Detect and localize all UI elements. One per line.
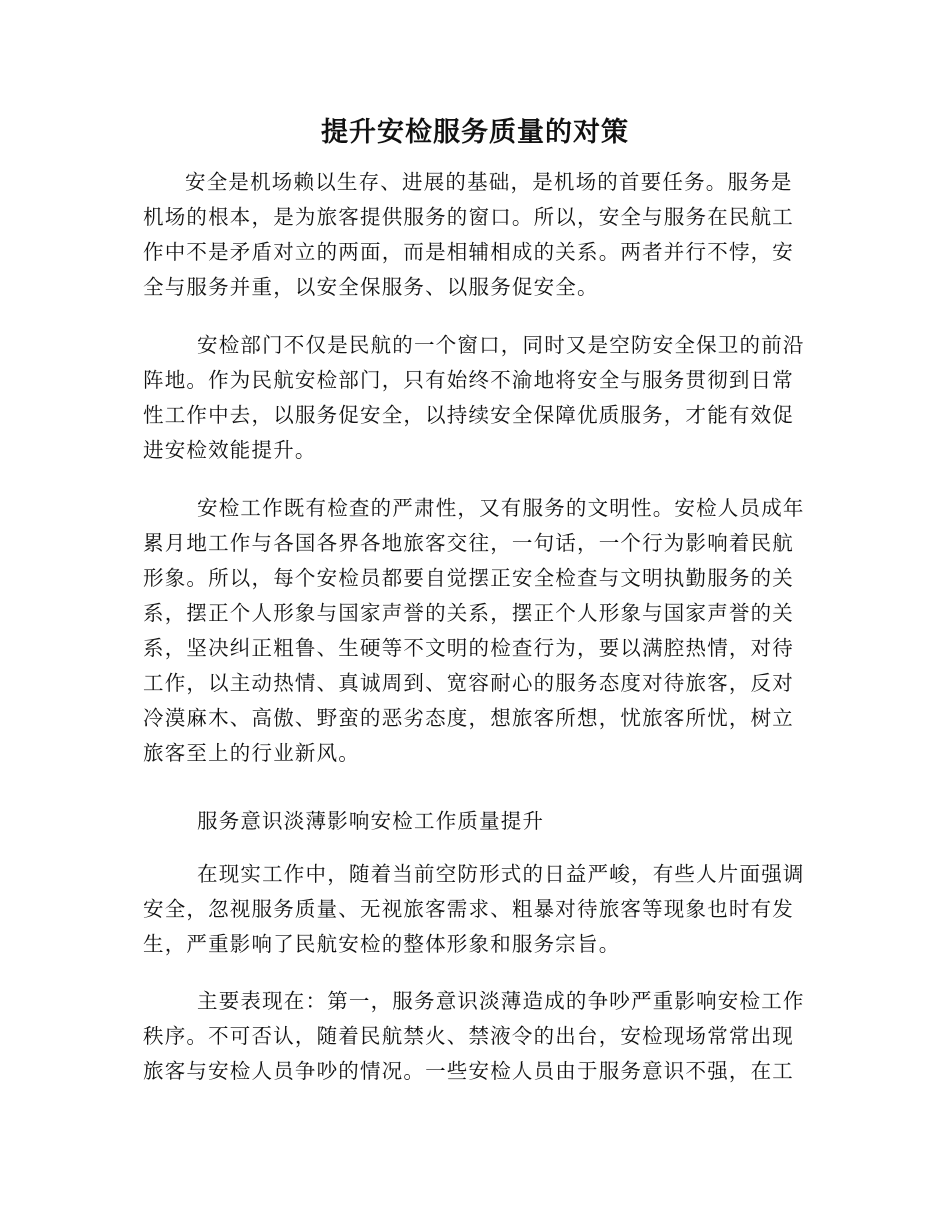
paragraph-line: 服务意识淡薄影响安检工作质量提升 [197, 809, 545, 833]
paragraph-line: 安全是机场赖以生存、进展的基础，是机场的首要任务。服务是 [185, 170, 793, 194]
paragraph-5 [143, 984, 808, 1089]
paragraph-line: 系，坚决纠正粗鲁、生硬等不文明的检查行为，要以满腔热情，对待 [143, 636, 794, 660]
paragraph-line: 旅客至上的行业新风。 [143, 741, 360, 765]
paragraph-2 [143, 328, 808, 468]
paragraph-line: 形象。所以，每个安检员都要自觉摆正安全检查与文明执勤服务的关 [143, 566, 794, 590]
paragraph-line: 工作，以主动热情、真诚周到、宽容耐心的服务态度对待旅客，反对 [143, 671, 794, 695]
paragraph-line: 进安检效能提升。 [143, 438, 317, 462]
paragraph-line: 安全，忽视服务质量、无视旅客需求、粗暴对待旅客等现象也时有发 [143, 897, 794, 921]
paragraph-3 [143, 491, 808, 771]
paragraph-line: 冷漠麻木、高傲、野蛮的恶劣态度，想旅客所想，忧旅客所忧，树立 [143, 706, 794, 730]
paragraph-line: 系，摆正个人形象与国家声誉的关系，摆正个人形象与国家声誉的关 [143, 601, 794, 625]
paragraph-line: 旅客与安检人员争吵的情况。一些安检人员由于服务意识不强，在工 [143, 1059, 794, 1083]
paragraph-line: 生，严重影响了民航安检的整体形象和服务宗旨。 [143, 932, 621, 956]
paragraph-line: 全与服务并重，以安全保服务、以服务促安全。 [143, 275, 599, 299]
paragraph-line: 性工作中去，以服务促安全，以持续安全保障优质服务，才能有效促 [143, 403, 794, 427]
paragraph-line: 安检工作既有检查的严肃性，又有服务的文明性。安检人员成年 [197, 496, 805, 520]
paragraph-line: 秩序。不可否认，随着民航禁火、禁液令的出台，安检现场常常出现 [143, 1024, 794, 1048]
paragraph-line: 在现实工作中，随着当前空防形式的日益严峻，有些人片面强调 [197, 862, 805, 886]
paragraph-line: 阵地。作为民航安检部门，只有始终不渝地将安全与服务贯彻到日常 [143, 368, 794, 392]
paragraph-line: 安检部门不仅是民航的一个窗口，同时又是空防安全保卫的前沿 [197, 333, 805, 357]
document-title: 提升安检服务质量的对策 [321, 117, 629, 148]
paragraph-line: 主要表现在：第一，服务意识淡薄造成的争吵严重影响安检工作 [197, 989, 805, 1013]
paragraph-line: 累月地工作与各国各界各地旅客交往，一句话，一个行为影响着民航 [143, 531, 794, 555]
section-heading [143, 804, 808, 839]
paragraph-4 [143, 857, 808, 962]
paragraph-line: 机场的根本，是为旅客提供服务的窗口。所以，安全与服务在民航工 [143, 205, 794, 229]
paragraph-1 [143, 165, 808, 305]
paragraph-line: 作中不是矛盾对立的两面，而是相辅相成的关系。两者并行不悖，安 [143, 240, 794, 264]
